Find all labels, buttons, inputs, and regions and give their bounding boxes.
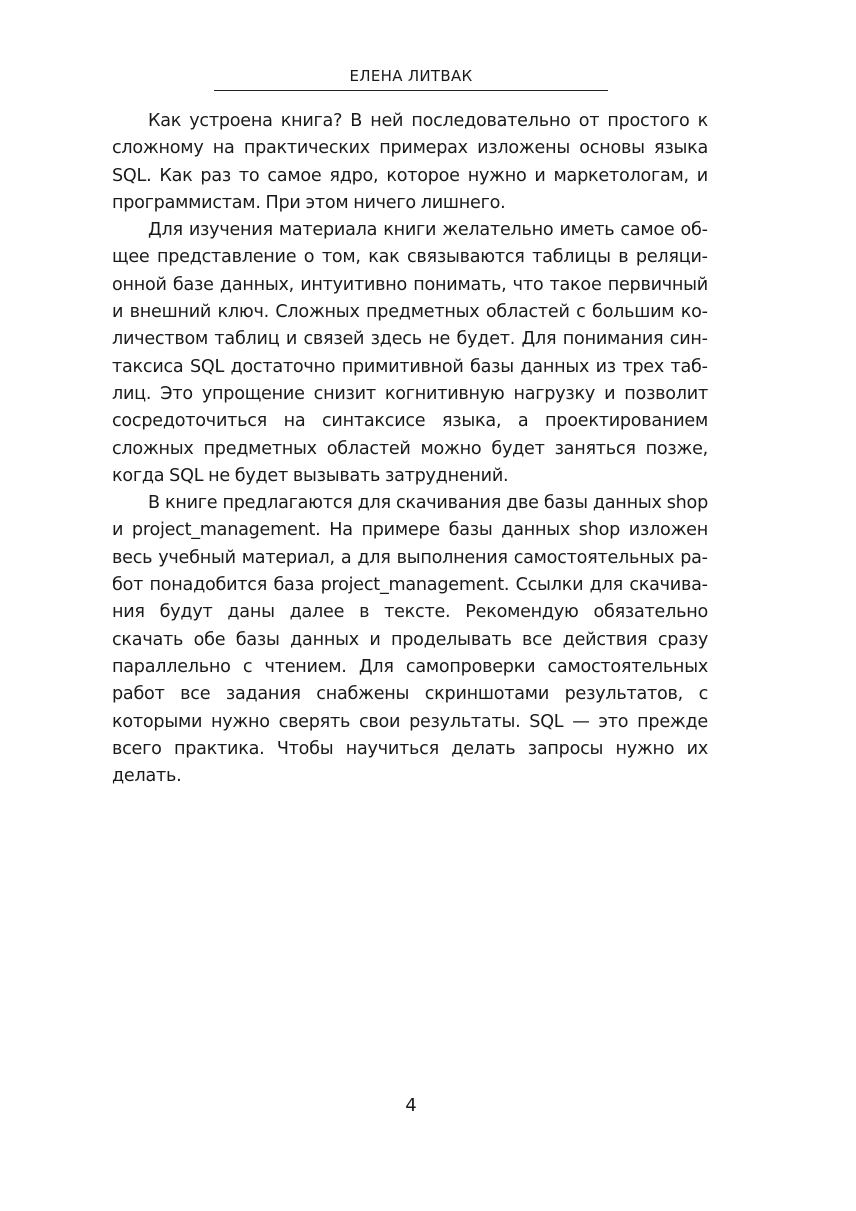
paragraph-prerequisites: Для изучения материала книги желательно иметь самое общее представление о том, как связываются таблицы в реляционной базе данных, интуитивно понимать, что такое первичный и внешний ключ. Сложных предметных областей с большим количеством таблиц и связей здесь не будет. Для понимания синтаксиса SQL достаточно примитивной базы данных из трех таблиц. Это упрощение снизит когнитивную нагрузку и позволит сосредоточиться на синтаксисе языка, а проектированием сложных предметных областей можно будет заняться позже, когда SQL не будет вызывать затруднений.	[112, 220, 708, 486]
page-number: 4	[405, 1095, 417, 1116]
paragraph-book-structure: Как устроена книга? В ней последовательно от простого к сложному на практических примерах изложены основы языка SQL. Как раз то самое ядро, которое нужно и маркетологам, и программистам. При этом ничего лишнего.	[112, 111, 708, 213]
paragraph-databases: В книге предлагаются для скачивания две базы данных shop и project_management. На примере базы данных shop изложен весь учебный материал, а для выполнения самостоятельных работ понадобится база project_management. Ссылки для скачивания будут даны далее в тексте. Рекомендую обязательно скачать обе базы данных и проделывать все действия сразу параллельно с чтением. Для самопроверки самостоятельных работ все задания снабжены скриншотами результатов, с которыми нужно сверять свои результаты. SQL — это прежде всего практика. Чтобы научиться делать запросы нужно их делать.	[112, 493, 708, 787]
running-header: ЕЛЕНА ЛИТВАК	[214, 62, 608, 91]
body-text	[112, 108, 708, 790]
